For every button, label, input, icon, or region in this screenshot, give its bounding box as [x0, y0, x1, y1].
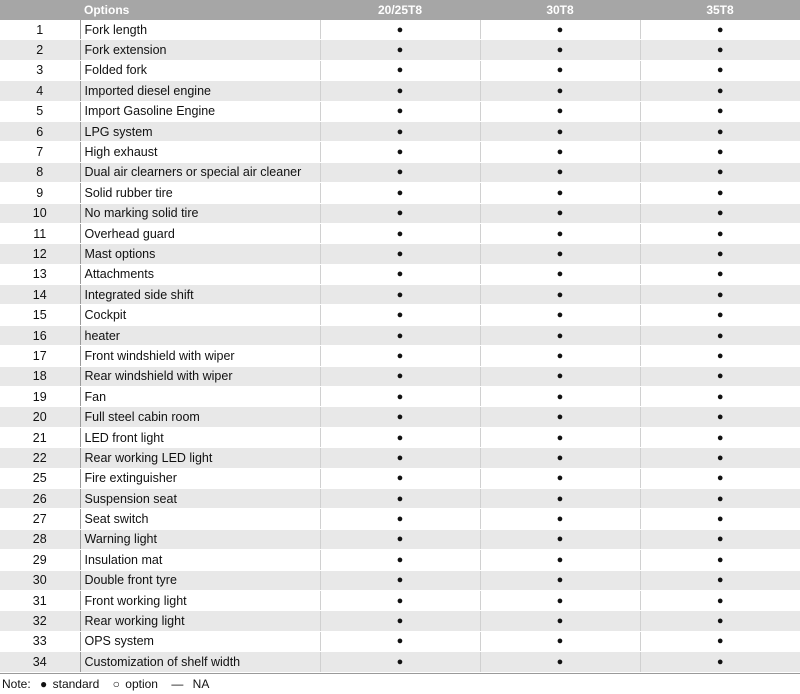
row-number: 20 [0, 407, 80, 427]
option-name: No marking solid tire [80, 203, 320, 223]
row-number: 17 [0, 346, 80, 366]
standard-bullet-icon: ● [320, 81, 480, 101]
table-row [0, 203, 800, 223]
option-name: Insulation mat [80, 550, 320, 570]
standard-bullet-icon: ● [480, 550, 640, 570]
option-name: OPS system [80, 631, 320, 651]
standard-bullet-icon: ● [480, 570, 640, 590]
standard-bullet-icon: ● [320, 203, 480, 223]
table-row [0, 223, 800, 243]
option-name: Warning light [80, 529, 320, 549]
row-number: 11 [0, 223, 80, 243]
note-label: Note: [2, 676, 31, 691]
row-number: 7 [0, 142, 80, 162]
standard-bullet-icon: ● [640, 325, 800, 345]
table-row [0, 346, 800, 366]
header-options: Options [80, 0, 320, 20]
standard-bullet-icon: ● [640, 570, 800, 590]
option-name: Mast options [80, 244, 320, 264]
standard-bullet-icon: ● [640, 244, 800, 264]
standard-bullet-icon: ● [640, 305, 800, 325]
standard-bullet-icon: ● [320, 570, 480, 590]
standard-bullet-icon: ● [480, 387, 640, 407]
table-row [0, 101, 800, 121]
option-name: LED front light [80, 427, 320, 447]
option-name: Integrated side shift [80, 285, 320, 305]
option-name: Fork length [80, 20, 320, 40]
table-row [0, 611, 800, 631]
standard-bullet-icon: ● [480, 285, 640, 305]
table-row [0, 448, 800, 468]
standard-bullet-icon: ● [480, 244, 640, 264]
table-row [0, 366, 800, 386]
option-name: Suspension seat [80, 488, 320, 508]
standard-bullet-icon: ● [320, 529, 480, 549]
option-text: option [125, 676, 158, 691]
standard-bullet-icon: ● [480, 346, 640, 366]
standard-bullet-icon: ● [640, 101, 800, 121]
standard-bullet-icon: ● [640, 631, 800, 651]
row-number: 14 [0, 285, 80, 305]
standard-bullet-icon: ● [320, 60, 480, 80]
option-name: heater [80, 325, 320, 345]
option-name: Fire extinguisher [80, 468, 320, 488]
table-row [0, 40, 800, 60]
table-row [0, 570, 800, 590]
standard-bullet-icon: ● [320, 142, 480, 162]
row-number: 1 [0, 20, 80, 40]
standard-bullet-icon: ● [320, 550, 480, 570]
table-row [0, 468, 800, 488]
standard-bullet-icon: ● [480, 529, 640, 549]
row-number: 6 [0, 121, 80, 141]
row-number: 32 [0, 611, 80, 631]
standard-bullet-icon: ● [320, 223, 480, 243]
standard-bullet-icon: ● [640, 183, 800, 203]
standard-bullet-icon: ● [320, 20, 480, 40]
standard-bullet-icon: ● [640, 468, 800, 488]
standard-bullet-icon: ● [320, 427, 480, 447]
row-number: 31 [0, 590, 80, 610]
standard-bullet-icon: ● [480, 101, 640, 121]
standard-bullet-icon: ● [640, 223, 800, 243]
row-number: 2 [0, 40, 80, 60]
standard-bullet-icon: ● [320, 611, 480, 631]
standard-bullet-icon: ● [320, 652, 480, 672]
standard-bullet-icon: ● [480, 203, 640, 223]
standard-text: standard [52, 676, 100, 691]
standard-bullet-icon: ● [640, 346, 800, 366]
table-row [0, 305, 800, 325]
row-number: 25 [0, 468, 80, 488]
standard-bullet-icon: ● [480, 264, 640, 284]
standard-bullet-icon: ● [320, 162, 480, 182]
standard-bullet-icon: ● [320, 40, 480, 60]
standard-bullet-icon: ● [320, 488, 480, 508]
standard-bullet-icon: ● [480, 223, 640, 243]
standard-bullet-icon: ● [640, 652, 800, 672]
header-model-2: 30T8 [480, 0, 640, 20]
standard-bullet-icon: ● [480, 652, 640, 672]
standard-bullet-icon: ● [480, 162, 640, 182]
row-number: 13 [0, 264, 80, 284]
standard-bullet-icon: ● [640, 611, 800, 631]
row-number: 27 [0, 509, 80, 529]
standard-bullet-icon: ● [640, 366, 800, 386]
option-name: Fan [80, 387, 320, 407]
standard-bullet-icon: ● [320, 407, 480, 427]
option-name: Attachments [80, 264, 320, 284]
standard-symbol-icon: ● [40, 676, 48, 691]
standard-bullet-icon: ● [320, 183, 480, 203]
standard-bullet-icon: ● [640, 285, 800, 305]
standard-bullet-icon: ● [480, 81, 640, 101]
standard-bullet-icon: ● [480, 40, 640, 60]
option-name: Front windshield with wiper [80, 346, 320, 366]
option-name: Overhead guard [80, 223, 320, 243]
row-number: 5 [0, 101, 80, 121]
standard-bullet-icon: ● [640, 550, 800, 570]
standard-bullet-icon: ● [320, 305, 480, 325]
standard-bullet-icon: ● [480, 509, 640, 529]
standard-bullet-icon: ● [320, 590, 480, 610]
na-symbol-icon: — [171, 676, 184, 691]
standard-bullet-icon: ● [320, 631, 480, 651]
option-name: Front working light [80, 590, 320, 610]
standard-bullet-icon: ● [640, 142, 800, 162]
header-number [0, 0, 80, 20]
standard-bullet-icon: ● [640, 264, 800, 284]
row-number: 33 [0, 631, 80, 651]
option-name: Rear working LED light [80, 448, 320, 468]
row-number: 26 [0, 488, 80, 508]
standard-bullet-icon: ● [640, 488, 800, 508]
table-row [0, 652, 800, 672]
table-row [0, 264, 800, 284]
standard-bullet-icon: ● [480, 488, 640, 508]
standard-bullet-icon: ● [640, 590, 800, 610]
standard-bullet-icon: ● [640, 40, 800, 60]
row-number: 8 [0, 162, 80, 182]
standard-bullet-icon: ● [320, 325, 480, 345]
standard-bullet-icon: ● [320, 387, 480, 407]
row-number: 15 [0, 305, 80, 325]
option-name: Import Gasoline Engine [80, 101, 320, 121]
table-row [0, 81, 800, 101]
standard-bullet-icon: ● [640, 20, 800, 40]
standard-bullet-icon: ● [320, 346, 480, 366]
standard-bullet-icon: ● [480, 60, 640, 80]
row-number: 18 [0, 366, 80, 386]
row-number: 4 [0, 81, 80, 101]
standard-bullet-icon: ● [320, 121, 480, 141]
table-row [0, 488, 800, 508]
option-name: Full steel cabin room [80, 407, 320, 427]
table-row [0, 325, 800, 345]
standard-bullet-icon: ● [480, 468, 640, 488]
table-row [0, 285, 800, 305]
standard-bullet-icon: ● [480, 366, 640, 386]
standard-bullet-icon: ● [320, 264, 480, 284]
standard-bullet-icon: ● [480, 611, 640, 631]
table-row [0, 509, 800, 529]
table-row [0, 20, 800, 40]
option-name: Solid rubber tire [80, 183, 320, 203]
standard-bullet-icon: ● [480, 325, 640, 345]
standard-bullet-icon: ● [640, 448, 800, 468]
option-name: Customization of shelf width [80, 652, 320, 672]
row-number: 16 [0, 325, 80, 345]
standard-bullet-icon: ● [480, 305, 640, 325]
standard-bullet-icon: ● [640, 407, 800, 427]
row-number: 28 [0, 529, 80, 549]
header-model-1: 20/25T8 [320, 0, 480, 20]
row-number: 10 [0, 203, 80, 223]
option-name: Cockpit [80, 305, 320, 325]
table-row [0, 427, 800, 447]
table-row [0, 590, 800, 610]
row-number: 30 [0, 570, 80, 590]
standard-bullet-icon: ● [480, 407, 640, 427]
row-number: 9 [0, 183, 80, 203]
option-name: Rear windshield with wiper [80, 366, 320, 386]
legend-note [0, 673, 800, 694]
na-text: NA [192, 676, 210, 691]
table-row [0, 121, 800, 141]
standard-bullet-icon: ● [320, 244, 480, 264]
table-row [0, 142, 800, 162]
standard-bullet-icon: ● [480, 20, 640, 40]
standard-bullet-icon: ● [320, 285, 480, 305]
table-row [0, 550, 800, 570]
standard-bullet-icon: ● [640, 203, 800, 223]
table-row [0, 407, 800, 427]
row-number: 29 [0, 550, 80, 570]
standard-bullet-icon: ● [640, 509, 800, 529]
option-name: Fork extension [80, 40, 320, 60]
option-name: Folded fork [80, 60, 320, 80]
table-row [0, 529, 800, 549]
standard-bullet-icon: ● [640, 162, 800, 182]
row-number: 22 [0, 448, 80, 468]
standard-bullet-icon: ● [320, 448, 480, 468]
option-name: Double front tyre [80, 570, 320, 590]
standard-bullet-icon: ● [640, 427, 800, 447]
option-name: Dual air clearners or special air cleaner [80, 162, 320, 182]
table-row [0, 387, 800, 407]
row-number: 12 [0, 244, 80, 264]
standard-bullet-icon: ● [480, 448, 640, 468]
option-name: Seat switch [80, 509, 320, 529]
row-number: 34 [0, 652, 80, 672]
row-number: 19 [0, 387, 80, 407]
table-row [0, 631, 800, 651]
table-row [0, 244, 800, 264]
option-name: High exhaust [80, 142, 320, 162]
option-name: Imported diesel engine [80, 81, 320, 101]
table-row [0, 162, 800, 182]
standard-bullet-icon: ● [480, 427, 640, 447]
option-name: Rear working light [80, 611, 320, 631]
option-symbol-icon: ○ [112, 676, 120, 691]
standard-bullet-icon: ● [640, 60, 800, 80]
standard-bullet-icon: ● [480, 121, 640, 141]
header-model-3: 35T8 [640, 0, 800, 20]
standard-bullet-icon: ● [640, 387, 800, 407]
option-name: LPG system [80, 121, 320, 141]
standard-bullet-icon: ● [320, 366, 480, 386]
row-number: 21 [0, 427, 80, 447]
table-body [0, 20, 800, 672]
standard-bullet-icon: ● [480, 183, 640, 203]
table-row [0, 183, 800, 203]
standard-bullet-icon: ● [480, 590, 640, 610]
header-row [0, 0, 800, 20]
row-number: 3 [0, 60, 80, 80]
standard-bullet-icon: ● [480, 142, 640, 162]
standard-bullet-icon: ● [640, 121, 800, 141]
standard-bullet-icon: ● [640, 81, 800, 101]
standard-bullet-icon: ● [480, 631, 640, 651]
standard-bullet-icon: ● [320, 468, 480, 488]
standard-bullet-icon: ● [640, 529, 800, 549]
standard-bullet-icon: ● [320, 509, 480, 529]
table-row [0, 60, 800, 80]
standard-bullet-icon: ● [320, 101, 480, 121]
